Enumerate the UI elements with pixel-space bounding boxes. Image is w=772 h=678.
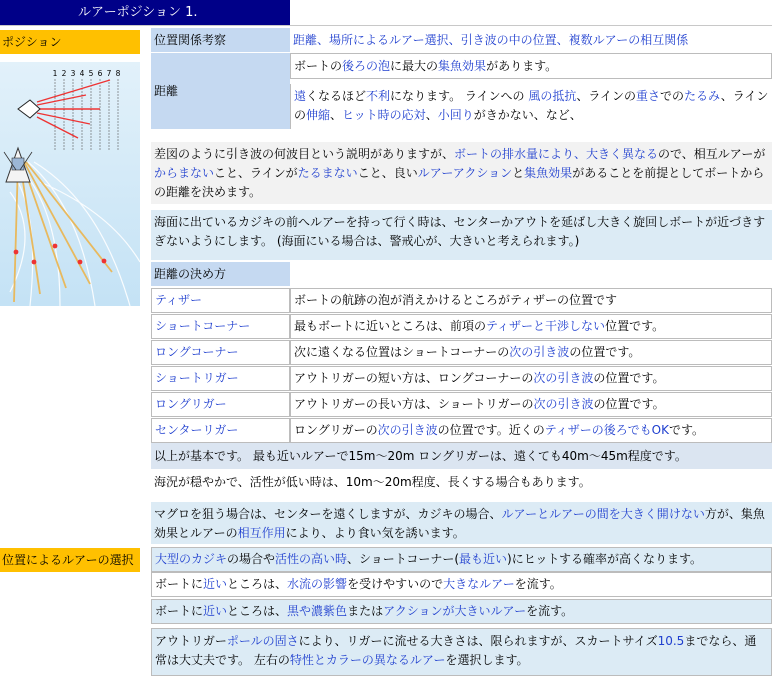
section-label-position: ポジション bbox=[0, 30, 140, 54]
ruler-number: 8 bbox=[115, 69, 121, 78]
ruler-number: 3 bbox=[70, 69, 76, 78]
selection-item-3: ボートに 近い ところは、 黒や濃紫色 または アクションが大きいルアー を流す。 bbox=[151, 599, 772, 624]
distance-paragraph-3: 差図のように引き波の何波目という説明がありますが、ボートの排水量により、大きく異なるので、相互ルアーがからまないこと、ラインがたるまないこと、良いルアーアクションと集魚効果があることを前提としてボートからの距離を決めます。 bbox=[151, 142, 772, 204]
ruler-number: 6 bbox=[97, 69, 103, 78]
basic-note: 以上が基本です。 最も近いルアーで15m～20m ロングリガーは、遠くても40m～45m程度です。 bbox=[151, 443, 772, 469]
howto-row-name: ショートコーナー bbox=[151, 314, 290, 339]
ruler-number: 7 bbox=[106, 69, 112, 78]
relations-summary: 距離、場所によるルアー選択、引き波の中の位置、複数ルアーの相互関係 bbox=[290, 28, 772, 52]
selection-item-2: ボートに 近い ところは、 水流の影響 を受けやすいので 大きなルアー を流す。 bbox=[151, 572, 772, 597]
trolling-position-diagram bbox=[0, 62, 140, 306]
selection-item-4: アウトリガーポールの固さにより、リガーに流せる大きさは、限られますが、スカートサイズ10.5までなら、通常は大丈夫です。 左右の特性とカラーの異なるルアーを選択します。 bbox=[151, 628, 772, 676]
howto-row-description: 最もボートに近いところは、前項の ティザーと干渉しない 位置です。 bbox=[290, 314, 772, 339]
distance-paragraph-4: 海面に出ているカジキの前へルアーを持って行く時は、センターかアウトを延ばし大きく旋回しボートが近づきすぎないようにします。 (海面にいる場合は、警戒心が、大きいと考えられます。) bbox=[151, 210, 772, 260]
distance-paragraph-2: 遠くなるほど不利になります。 ラインへの 風の抵抗、ラインの重さでのたるみ、ラインの伸縮、ヒット時の応対、小回りがきかない、など、 bbox=[290, 84, 772, 129]
howto-row-name: ロングリガー bbox=[151, 392, 290, 417]
calm-sea-note: 海況が穏やかで、活性が低い時は、10m～20m程度、長くする場合もあります。 bbox=[151, 470, 772, 494]
howto-row-description: 次に遠くなる位置はショートコーナーの 次の引き波 の位置です。 bbox=[290, 340, 772, 365]
howto-header: 距離の決め方 bbox=[151, 262, 290, 286]
ruler-number: 2 bbox=[61, 69, 67, 78]
howto-row-description: アウトリガーの長い方は、ショートリガーの 次の引き波 の位置です。 bbox=[290, 392, 772, 417]
section-label-lure-selection: 位置によるルアーの選択 bbox=[0, 548, 140, 572]
divider bbox=[0, 25, 772, 26]
selection-item-1: 大型のカジキ の場合や 活性の高い時 、ショートコーナー( 最も近い )にヒットする確率が高くなります。 bbox=[151, 547, 772, 572]
howto-row-name: ティザー bbox=[151, 288, 290, 313]
ruler-number: 5 bbox=[88, 69, 94, 78]
howto-row-name: センターリガー bbox=[151, 418, 290, 443]
distance-label: 距離 bbox=[151, 53, 290, 129]
howto-row-description: ボートの航跡の泡が消えかけるところがティザーの位置です bbox=[290, 288, 772, 313]
relations-header: 位置関係考察 bbox=[151, 28, 290, 52]
howto-row-name: ショートリガー bbox=[151, 366, 290, 391]
howto-row-description: ロングリガーの 次の引き波 の位置です。近くの ティザーの後ろでもOK です。 bbox=[290, 418, 772, 443]
tuna-note: マグロを狙う場合は、センターを遠くしますが、カジキの場合、ルアーとルアーの間を大きく開けない方が、集魚効果とルアーの相互作用により、より食い気を誘います。 bbox=[151, 502, 772, 544]
ruler-number: 1 bbox=[52, 69, 58, 78]
howto-row-description: アウトリガーの短い方は、ロングコーナーの 次の引き波 の位置です。 bbox=[290, 366, 772, 391]
distance-paragraph-1: ボートの後ろの泡に最大の集魚効果があります。 bbox=[290, 53, 772, 79]
howto-row-name: ロングコーナー bbox=[151, 340, 290, 365]
page-title: ルアーポジション 1. bbox=[0, 0, 290, 25]
ruler-number: 4 bbox=[79, 69, 85, 78]
